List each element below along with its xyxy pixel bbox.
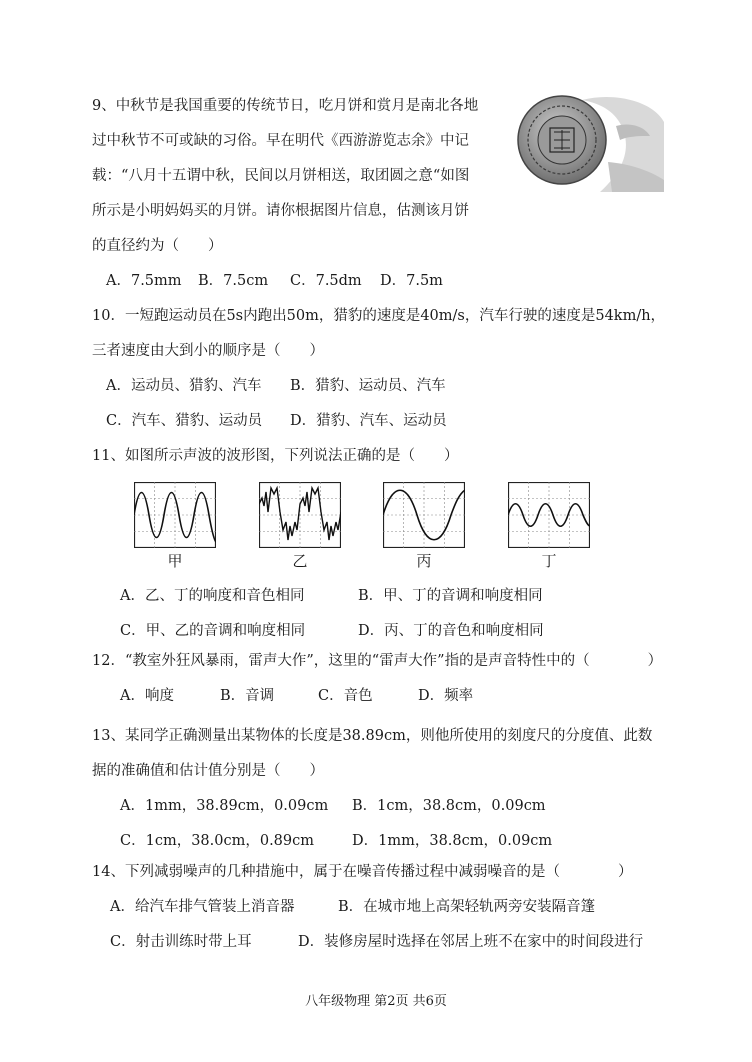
q9-option-b[interactable]: B．7.5cm: [198, 273, 269, 289]
q10-stem-line-1: 10．一短跑运动员在5s内跑出50m，猎豹的速度是40m/s，汽车行驶的速度是54km/h，: [92, 308, 666, 324]
q14-option-d[interactable]: D．装修房屋时选择在邻居上班不在家中的时间段进行: [298, 934, 644, 950]
q11-option-a[interactable]: A．乙、丁的响度和音色相同: [120, 588, 305, 604]
q12-option-b[interactable]: B．音调: [220, 688, 275, 704]
q13-option-d[interactable]: D．1mm，38.8cm，0.09cm: [352, 833, 553, 849]
waveform-ding: [508, 482, 590, 548]
q14-option-c[interactable]: C．射击训练时带上耳: [110, 934, 252, 950]
waveform-yi: [259, 482, 341, 548]
q12-stem: 12．“教室外狂风暴雨，雷声大作”，这里的“雷声大作”指的是声音特性中的（ ）: [92, 653, 663, 669]
q9-option-a[interactable]: A．7.5mm: [106, 273, 182, 289]
q13-stem-line-1: 13、某同学正确测量出某物体的长度是38.89cm，则他所使用的刻度尺的分度值、此数: [92, 728, 653, 744]
q9-option-d[interactable]: D．7.5m: [380, 273, 443, 289]
q10-option-c[interactable]: C．汽车、猎豹、运动员: [106, 413, 263, 429]
q9-stem-line-5: 的直径约为（ ）: [92, 238, 223, 254]
q14-stem: 14、下列减弱噪声的几种措施中，属于在噪音传播过程中减弱噪音的是（ ）: [92, 864, 633, 880]
q9-stem-line-4: 所示是小明妈妈买的月饼。请你根据图片信息，估测该月饼: [92, 203, 469, 219]
q14-option-a[interactable]: A．给汽车排气管装上消音器: [110, 899, 295, 915]
waveform-bing: [383, 482, 465, 548]
q11-option-d[interactable]: D．丙、丁的音色和响度相同: [358, 623, 544, 639]
q9-stem-line-3: 载：“八月十五谓中秋，民间以月饼相送，取团圆之意“如图: [92, 168, 470, 184]
q11-stem: 11、如图所示声波的波形图，下列说法正确的是（ ）: [92, 448, 459, 464]
q12-option-a[interactable]: A．响度: [120, 688, 174, 704]
q14-option-b[interactable]: B．在城市地上高架轻轨两旁安装隔音篷: [338, 899, 596, 915]
wave-label-ding: 丁: [541, 552, 557, 570]
q9-stem-line-1: 9、中秋节是我国重要的传统节日，吃月饼和赏月是南北各地: [92, 98, 479, 114]
q13-stem-line-2: 据的准确值和估计值分别是（ ）: [92, 763, 324, 779]
q9-stem-line-2: 过中秋节不可或缺的习俗。早在明代《西游游览志余》中记: [92, 133, 469, 149]
q13-option-c[interactable]: C．1cm，38.0cm，0.89cm: [120, 833, 315, 849]
q9-option-c[interactable]: C．7.5dm: [290, 273, 362, 289]
q10-option-b[interactable]: B．猎豹、运动员、汽车: [290, 378, 446, 394]
q10-option-d[interactable]: D．猎豹、汽车、运动员: [290, 413, 447, 429]
wave-label-jia: 甲: [167, 552, 183, 570]
mooncake-hand-photo: [512, 92, 664, 192]
q11-option-c[interactable]: C．甲、乙的音调和响度相同: [120, 623, 306, 639]
wave-label-bing: 丙: [416, 552, 432, 570]
q11-option-b[interactable]: B．甲、丁的音调和响度相同: [358, 588, 543, 604]
wave-label-yi: 乙: [292, 552, 308, 570]
page-footer: 八年级物理 第2页 共6页: [305, 994, 447, 1009]
q10-option-a[interactable]: A．运动员、猎豹、汽车: [106, 378, 262, 394]
waveform-jia: [134, 482, 216, 548]
q13-option-b[interactable]: B．1cm，38.8cm，0.09cm: [352, 798, 546, 814]
q13-option-a[interactable]: A．1mm，38.89cm，0.09cm: [120, 798, 329, 814]
q12-option-d[interactable]: D．频率: [418, 688, 474, 704]
q10-stem-line-2: 三者速度由大到小的顺序是（ ）: [92, 343, 324, 359]
q12-option-c[interactable]: C．音色: [318, 688, 373, 704]
